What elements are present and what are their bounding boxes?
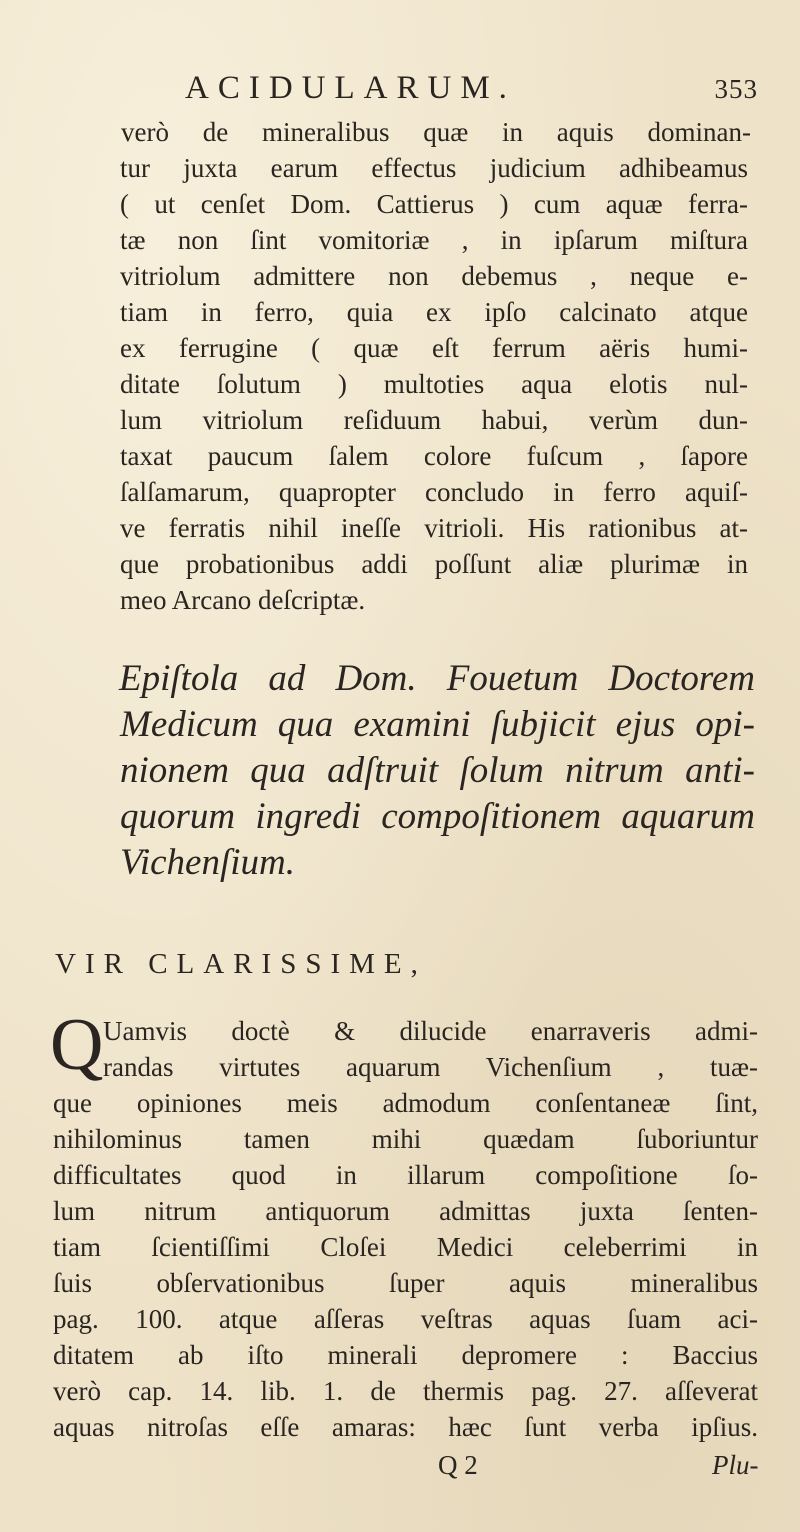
text-line: taxat paucum ſalem colore fuſcum , ſapore xyxy=(120,441,748,471)
text-line: lum nitrum antiquorum admittas juxta ſenten- xyxy=(53,1196,758,1226)
text-line: ditate ſolutum ) multoties aqua elotis nul- xyxy=(120,369,748,399)
text-line: verò de mineralibus quæ in aquis dominan- xyxy=(121,117,751,147)
text-line: verò cap. 14. lib. 1. de thermis pag. 27. aſſeverat xyxy=(53,1376,758,1406)
running-head: ACIDULARUM. xyxy=(185,70,516,106)
text-line: ve ferratis nihil ineſſe vitrioli. His rationibus at- xyxy=(120,513,748,543)
text-line: difficultates quod in illarum compoſitione ſo- xyxy=(53,1160,758,1190)
text-line: tiam in ferro, quia ex ipſo calcinato atque xyxy=(120,297,748,327)
text-line: lum vitriolum reſiduum habui, verùm dun- xyxy=(120,405,748,435)
text-line: nihilominus tamen mihi quædam ſuboriuntur xyxy=(53,1124,758,1154)
text-line: tæ non ſint vomitoriæ , in ipſarum miſtura xyxy=(120,225,748,255)
text-line: que probationibus addi poſſunt aliæ plurimæ in xyxy=(120,549,748,579)
text-line: pag. 100. atque aſſeras veſtras aquas ſuam aci- xyxy=(53,1304,758,1334)
text-line: tiam ſcientiſſimi Cloſei Medici celeberrimi in xyxy=(53,1232,758,1262)
title-line: nionem qua adſtruit ſolum nitrum anti- xyxy=(120,750,755,791)
text-line: ex ferrugine ( quæ eſt ferrum aëris humi- xyxy=(120,333,748,363)
text-line: que opiniones meis admodum conſentaneæ ſint, xyxy=(53,1088,758,1118)
signature-mark: Q 2 xyxy=(438,1450,478,1480)
title-line: Vichenſium. xyxy=(120,842,296,883)
text-line: aquas nitroſas eſſe amaras: hæc ſunt verba ipſius. xyxy=(53,1412,758,1442)
title-line: quorum ingredi compoſitionem aquarum xyxy=(120,796,755,837)
title-line: Epiſtola ad Dom. Fouetum Doctorem xyxy=(119,658,755,699)
text-line: ( ut cenſet Dom. Cattierus ) cum aquæ ferra- xyxy=(120,189,748,219)
title-line: Medicum qua examini ſubjicit ejus opi- xyxy=(120,704,755,745)
salutation: VIR CLARISSIME, xyxy=(55,948,427,980)
text-line: ſalſamarum, quapropter concludo in ferro aquiſ- xyxy=(120,477,748,507)
text-line: tur juxta earum effectus judicium adhibeamus xyxy=(120,153,748,183)
text-line: meo Arcano deſcriptæ. xyxy=(120,585,366,615)
text-line: Uamvis doctè & dilucide enarraveris admi- xyxy=(103,1016,758,1046)
drop-cap: Q xyxy=(50,1004,104,1086)
text-line: vitriolum admittere non debemus , neque e- xyxy=(120,261,748,291)
text-line: ſuis obſervationibus ſuper aquis mineralibus xyxy=(53,1268,758,1298)
page-number: 353 xyxy=(714,74,758,104)
text-line: ditatem ab iſto minerali depromere : Baccius xyxy=(53,1340,758,1370)
text-line: randas virtutes aquarum Vichenſium , tuæ- xyxy=(103,1052,758,1082)
page-header xyxy=(0,70,800,110)
catchword: Plu- xyxy=(712,1450,759,1480)
